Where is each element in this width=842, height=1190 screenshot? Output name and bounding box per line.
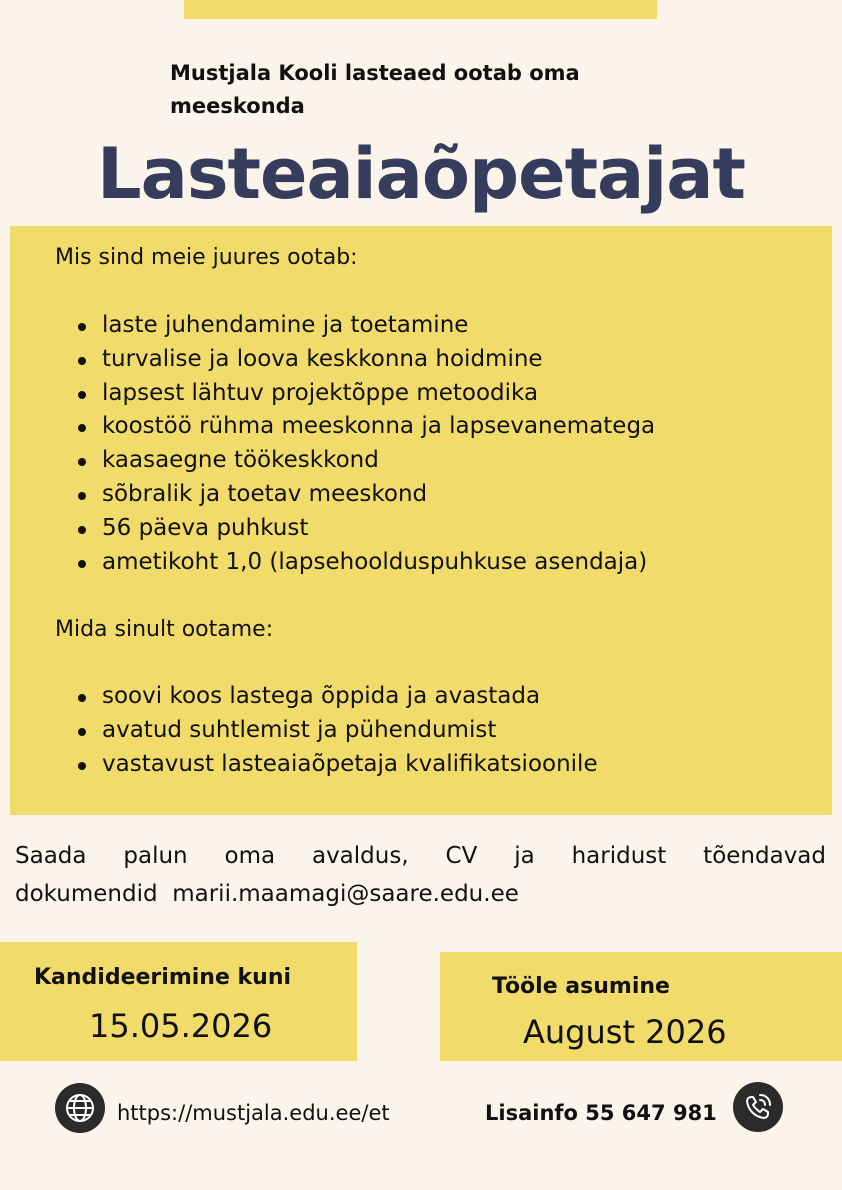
offer-list <box>55 309 655 579</box>
list-item: laste juhendamine ja toetamine <box>55 309 655 343</box>
deadline-box <box>0 942 357 1061</box>
poster-subtitle: Mustjala Kooli lasteaed ootab oma meeskonda <box>170 61 580 118</box>
bullet-icon <box>78 762 86 770</box>
application-instructions <box>15 837 826 913</box>
bullet-icon <box>78 694 86 702</box>
list-item: vastavust lasteaiaõpetaja kvalifikatsioonile <box>55 748 598 782</box>
list-item: ametikoht 1,0 (lapsehoolduspuhkuse asendaja) <box>55 546 655 580</box>
bullet-icon <box>78 728 86 736</box>
deadline-label: Kandideerimine kuni <box>34 965 292 990</box>
list-item: 56 päeva puhkust <box>55 512 655 546</box>
instructions-prefix: dokumendid <box>15 881 158 907</box>
globe-icon-graphic <box>64 1092 96 1124</box>
contact-email-link[interactable]: marii.maamagi@saare.edu.ee <box>172 881 519 907</box>
bullet-icon <box>78 323 86 331</box>
list-item: koostöö rühma meeskonna ja lapsevanematega <box>55 410 655 444</box>
list-item: turvalise ja loova keskkonna hoidmine <box>55 343 655 377</box>
bullet-icon <box>78 458 86 466</box>
instructions-line-2 <box>15 875 826 913</box>
deadline-date: 15.05.2026 <box>89 1007 273 1045</box>
bullet-icon <box>78 391 86 399</box>
phone-icon <box>733 1082 783 1132</box>
bullet-icon <box>78 424 86 432</box>
start-date-box <box>440 952 842 1061</box>
offer-heading: Mis sind meie juures ootab: <box>55 245 358 270</box>
list-item: kaasaegne töökeskkond <box>55 444 655 478</box>
expect-list <box>55 680 598 781</box>
bullet-icon <box>78 526 86 534</box>
list-item: sõbralik ja toetav meeskond <box>55 478 655 512</box>
info-phone: Lisainfo 55 647 981 <box>485 1101 717 1125</box>
bullet-icon <box>78 492 86 500</box>
website-link[interactable]: https://mustjala.edu.ee/et <box>117 1101 390 1125</box>
bullet-icon <box>78 357 86 365</box>
start-label: Tööle asumine <box>492 974 670 999</box>
list-item: soovi koos lastega õppida ja avastada <box>55 680 598 714</box>
list-item: avatud suhtlemist ja pühendumist <box>55 714 598 748</box>
globe-icon <box>55 1083 105 1133</box>
page-title: Lasteaiaõpetajat <box>97 133 745 215</box>
top-accent-bar <box>184 0 657 19</box>
bullet-icon <box>78 560 86 568</box>
phone-icon-graphic <box>743 1092 773 1122</box>
start-date: August 2026 <box>523 1013 727 1051</box>
list-item: lapsest lähtuv projektõppe metoodika <box>55 377 655 411</box>
instructions-line: Saada palun oma avaldus, CV ja haridust tõendavad <box>15 843 826 869</box>
expect-heading: Mida sinult ootame: <box>55 617 274 642</box>
